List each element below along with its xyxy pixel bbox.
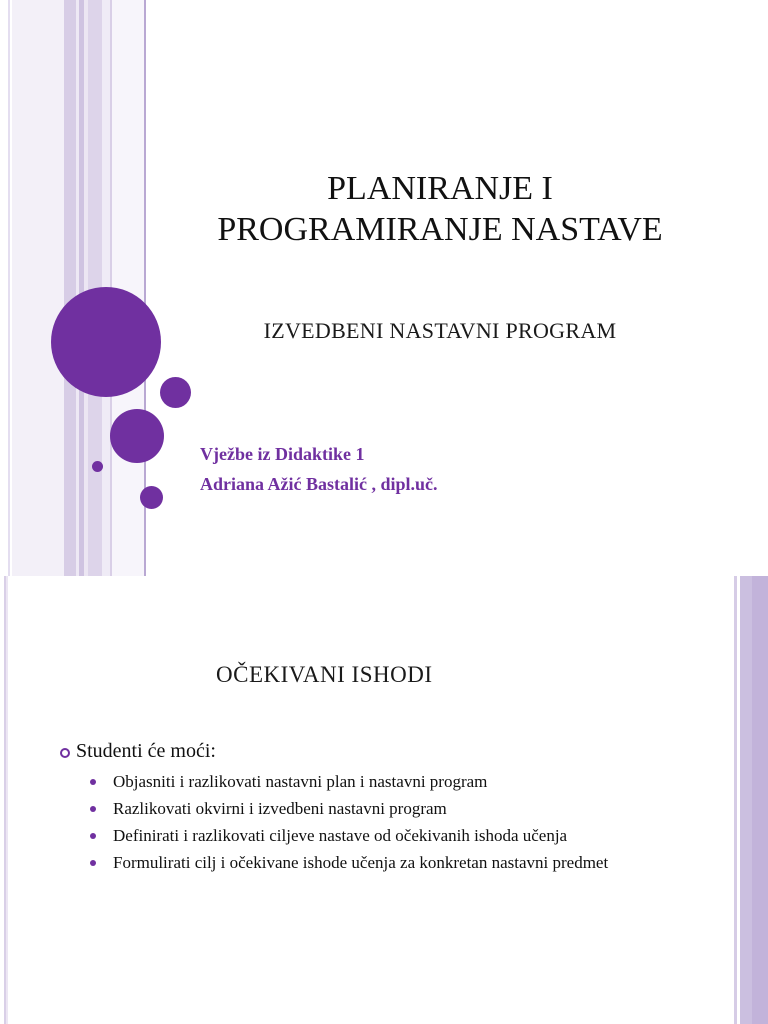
- outcomes-slide: [0, 576, 768, 1024]
- dot-bullet-icon: [90, 860, 96, 866]
- list-item-text: Definirati i razlikovati ciljeve nastave od očekivanih ishoda učenja: [113, 826, 568, 845]
- author-name: Adriana Ažić Bastalić , dipl.uč.: [200, 474, 438, 494]
- slide-title: [150, 168, 730, 250]
- decor-stripe: [6, 576, 8, 1024]
- course-name: Vježbe iz Didaktike 1: [200, 444, 365, 464]
- list-item: [88, 824, 648, 848]
- decor-stripe: [0, 0, 8, 576]
- list-item: [88, 770, 648, 794]
- list-item-text: Objasniti i razlikovati nastavni plan i nastavni program: [113, 772, 488, 791]
- outcomes-list: [88, 770, 648, 878]
- ring-bullet-icon: [60, 740, 216, 762]
- decor-circle-small: [92, 461, 103, 472]
- title-line-1: PLANIRANJE I: [327, 170, 553, 207]
- lead-text: Studenti će moći:: [76, 740, 216, 762]
- title-line-2: PROGRAMIRANJE NASTAVE: [217, 211, 663, 248]
- list-item: [88, 851, 648, 875]
- list-item-text: Razlikovati okvirni i izvedbeni nastavni program: [113, 799, 447, 818]
- dot-bullet-icon: [90, 806, 96, 812]
- decor-stripe: [752, 576, 768, 1024]
- slide-heading: OČEKIVANI ISHODI: [216, 662, 433, 687]
- decor-circle-medium: [110, 409, 164, 463]
- decor-stripe: [12, 0, 64, 576]
- dot-bullet-icon: [90, 833, 96, 839]
- dot-bullet-icon: [90, 779, 96, 785]
- decor-circle-small: [140, 486, 163, 509]
- slide-subtitle: IZVEDBENI NASTAVNI PROGRAM: [263, 318, 617, 343]
- list-item: [88, 797, 648, 821]
- decor-circle-medium: [160, 377, 191, 408]
- decor-stripe: [64, 0, 76, 576]
- decor-stripe: [740, 576, 752, 1024]
- list-item-text: Formulirati cilj i očekivane ishode učenja za konkretan nastavni predmet: [113, 853, 609, 872]
- decor-stripe: [8, 0, 10, 576]
- decor-circle-large: [51, 287, 161, 397]
